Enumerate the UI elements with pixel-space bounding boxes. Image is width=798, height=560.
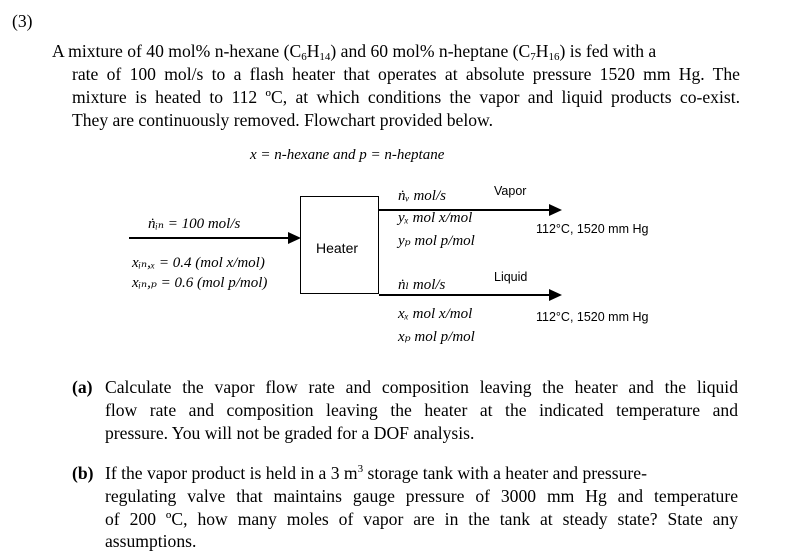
part-a-label: (a) [72, 377, 93, 397]
heater-label: Heater [316, 240, 359, 256]
vapor-fraction-p: yₚ mol p/mol [398, 233, 475, 249]
intro-line-1: A mixture of 40 mol% n-hexane $(C_6H_{14})$ and 60 mol% n-heptane $(C_7H_{16})$ is fed with a [52, 41, 657, 63]
feed-rate: ṅᵢₙ = 100 mol/s [148, 216, 241, 232]
part-a-line-3: pressure. You will not be graded for a DOF analysis. [105, 423, 475, 443]
species-legend: x = n-hexane and p = n-heptane [250, 147, 445, 163]
part-b-label: (b) [72, 463, 94, 483]
vapor-arrow-head [549, 204, 563, 216]
liquid-stream-line [379, 294, 551, 296]
part-b-line-3: of 200 ºC, how many moles of vapor are in the tank at steady state? State any [105, 509, 738, 529]
vapor-fraction-x: yₓ mol x/mol [398, 210, 473, 226]
vapor-conditions: 112°C, 1520 mm Hg [536, 222, 649, 236]
liquid-flow-rate: ṅₗ mol/s [398, 277, 446, 293]
part-b-line-1: If the vapor product is held in a 3 $m^3$ storage tank with a heater and pressure- [105, 463, 647, 483]
part-a-line-1: Calculate the vapor flow rate and composition leaving the heater and the liquid [105, 377, 738, 397]
feed-composition-p: xᵢₙ,ₚ = 0.6 (mol p/mol) [132, 275, 268, 291]
liquid-fraction-x: xₓ mol x/mol [398, 306, 473, 322]
intro-line-3: mixture is heated to 112 ºC, at which conditions the vapor and liquid products co-exist. [72, 87, 740, 107]
feed-stream-line [129, 237, 291, 239]
problem-number: (3) [12, 11, 33, 31]
part-a-line-2: flow rate and composition leaving the heater at the indicated temperature and [105, 400, 738, 420]
liquid-fraction-p: xₚ mol p/mol [398, 329, 475, 345]
feed-composition-x: xᵢₙ,ₓ = 0.4 (mol x/mol) [132, 255, 265, 271]
intro-line-2: rate of 100 mol/s to a flash heater that operates at absolute pressure 1520 mm Hg. The [72, 64, 740, 84]
vapor-stream-label: Vapor [494, 184, 527, 198]
liquid-conditions: 112°C, 1520 mm Hg [536, 310, 649, 324]
part-b-line-2: regulating valve that maintains gauge pressure of 3000 mm Hg and temperature [105, 486, 738, 506]
intro-line-4: They are continuously removed. Flowchart provided below. [72, 110, 493, 130]
vapor-flow-rate: ṅᵥ mol/s [398, 188, 446, 204]
part-b-line-4: assumptions. [105, 531, 197, 551]
liquid-arrow-head [549, 289, 563, 301]
liquid-stream-label: Liquid [494, 270, 528, 284]
